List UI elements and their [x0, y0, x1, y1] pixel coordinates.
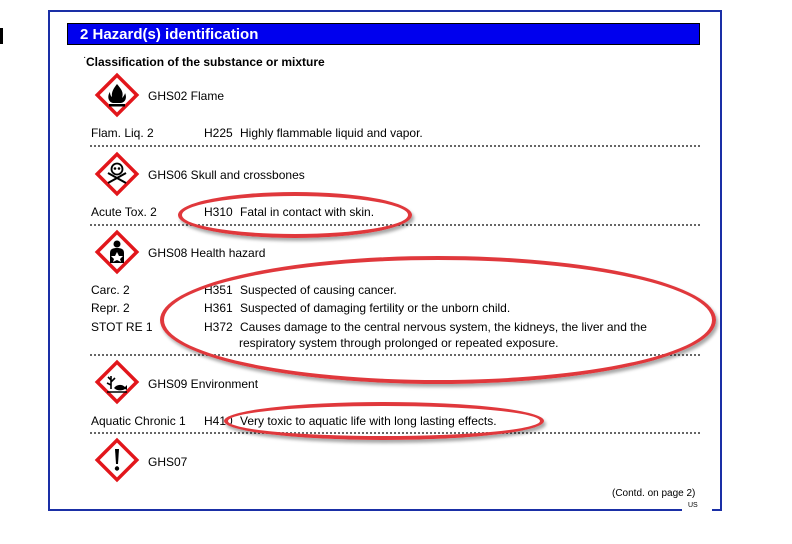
- hazard-code: H310: [204, 205, 233, 219]
- bullet-dot: ·: [83, 52, 87, 63]
- ghs-label: GHS02 Flame: [148, 89, 225, 103]
- hazard-statement: Very toxic to aquatic life with long lasting effects.: [240, 414, 497, 428]
- hazard-class: STOT RE 1: [91, 320, 153, 334]
- section-header: 2 Hazard(s) identification: [67, 23, 700, 45]
- highlight-ellipse: [178, 192, 412, 238]
- hazard-statement-continued: respiratory system through prolonged or repeated exposure.: [239, 336, 559, 350]
- hazard-statement: Suspected of damaging fertility or the unborn child.: [240, 301, 511, 315]
- hazard-code: H351: [204, 283, 233, 297]
- hazard-statement: Highly flammable liquid and vapor.: [240, 126, 423, 140]
- continued-note: (Contd. on page 2): [612, 488, 696, 499]
- exclamation-mark-icon: [94, 437, 140, 483]
- hazard-class: Aquatic Chronic 1: [91, 414, 186, 428]
- hazard-statement: Causes damage to the central nervous system, the kidneys, the liver and the: [240, 320, 647, 334]
- hazard-class: Repr. 2: [91, 301, 130, 315]
- hazard-class: Acute Tox. 2: [91, 205, 157, 219]
- skull-crossbones-icon: [94, 151, 140, 197]
- ghs-label: GHS08 Health hazard: [148, 246, 266, 260]
- hazard-code: H361: [204, 301, 233, 315]
- hazard-code: H372: [204, 320, 233, 334]
- region-label: US: [688, 502, 698, 509]
- classification-title: Classification of the substance or mixture: [86, 55, 325, 69]
- margin-mark: [0, 28, 3, 44]
- dotted-divider: [90, 145, 700, 147]
- ghs-label: GHS07: [148, 455, 188, 469]
- flame-icon: [94, 72, 140, 118]
- ghs-label: GHS09 Environment: [148, 377, 259, 391]
- hazard-statement: Suspected of causing cancer.: [240, 283, 397, 297]
- hazard-statement: Fatal in contact with skin.: [240, 205, 375, 219]
- hazard-code: H225: [204, 126, 233, 140]
- hazard-class: Flam. Liq. 2: [91, 126, 154, 140]
- ghs-label: GHS06 Skull and crossbones: [148, 168, 305, 182]
- environment-icon: [94, 359, 140, 405]
- highlight-ellipse: [160, 256, 716, 384]
- hazard-class: Carc. 2: [91, 283, 130, 297]
- health-hazard-icon: [94, 229, 140, 275]
- hazard-code: H410: [204, 414, 233, 428]
- highlight-ellipse: [224, 402, 544, 440]
